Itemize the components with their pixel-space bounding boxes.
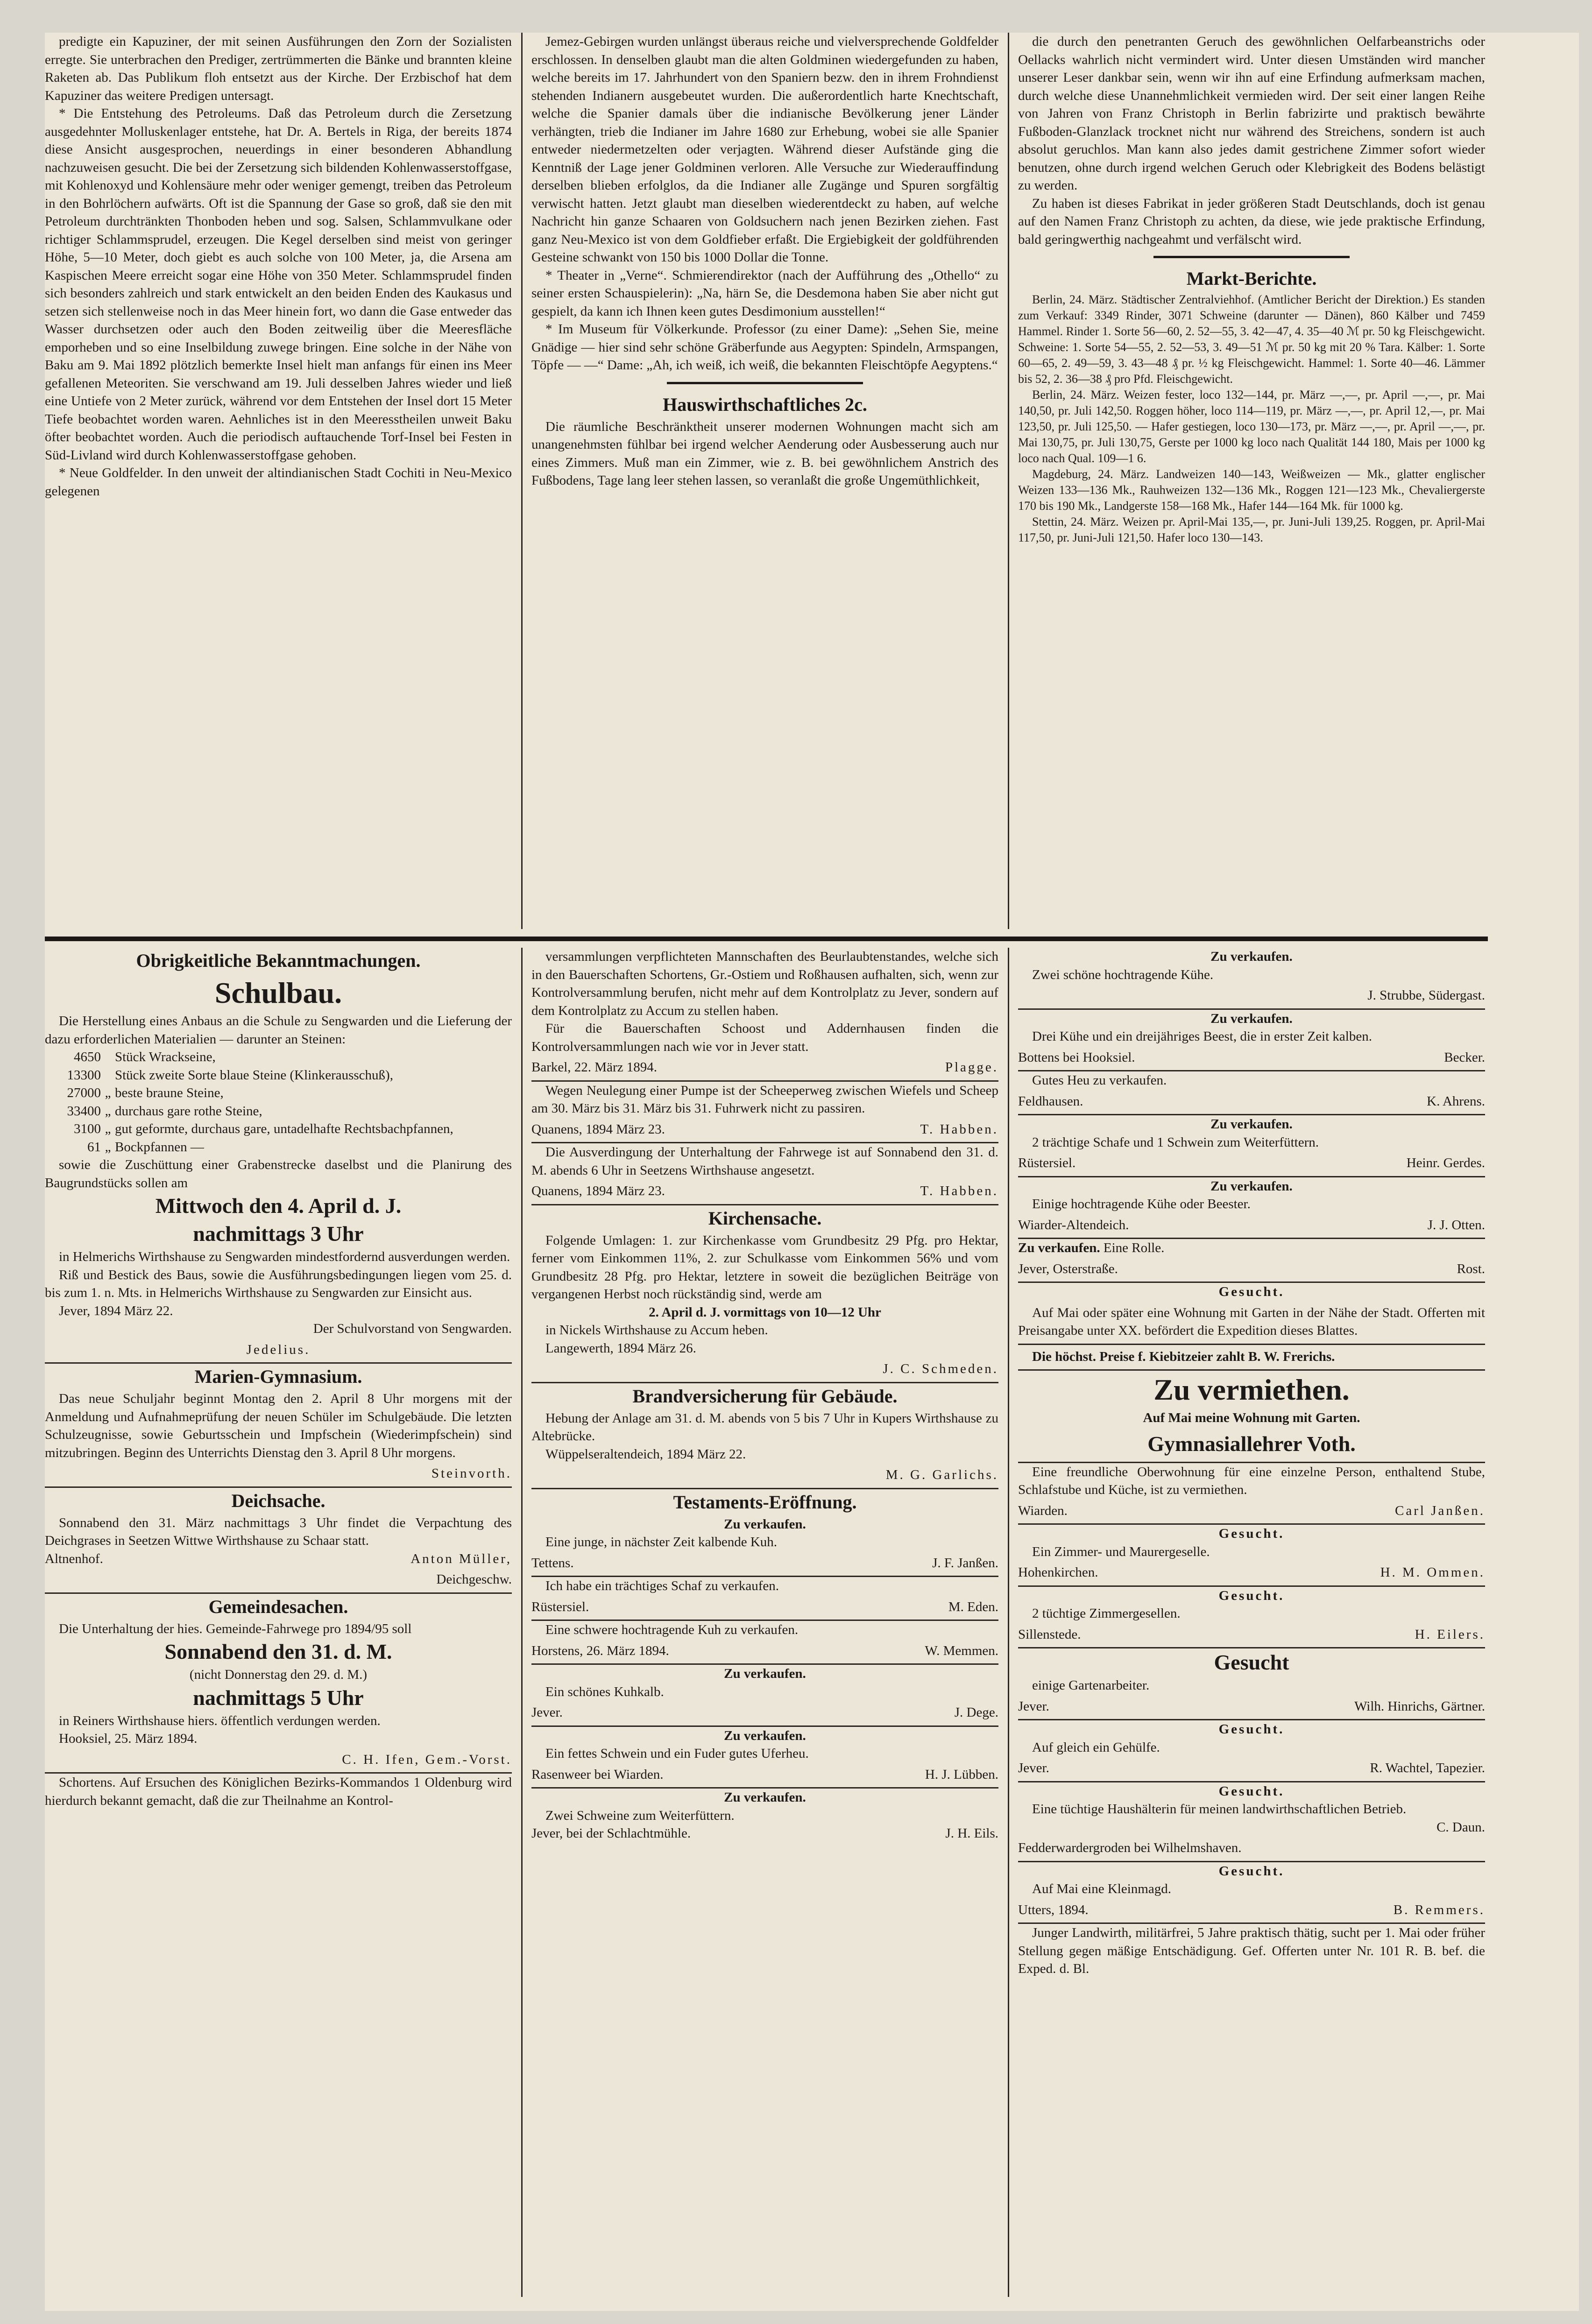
materials-desc: Stück zweite Sorte blaue Steine (Klinkerausschuß), <box>115 1067 393 1083</box>
materials-row <box>45 1084 512 1102</box>
article-theater: * Theater in „Verne“. Schmierendirektor (nach der Aufführung des „Othello“ zu seiner ersten Schauspielerin): „Na, härn Se, die Desdemona haben Sie aber nicht gut gespielt, da kann ich Ihnen keen gutes Desdimonium ausstellen!“ <box>531 268 998 319</box>
ad-schafe-sign-row <box>1018 1151 1485 1177</box>
fahrwege-signature: T. Habben. <box>920 1183 998 1198</box>
market-berlin-vieh: Berlin, 24. März. Städtischer Zentralviehhof. (Amtlicher Bericht der Direktion.) Es standen zum Verkauf: 3349 Rinder, 3071 Schweine (darunter — Dänen), 860 Kälber und 7459 Hammel. Rinder 1. Sorte 56—60, 2. 52—55, 3. 42—47, 4. 35—40 ℳ pr. 50 kg Fleischgewicht. Schweine: 1. Sorte 54—55, 2. 52—53, 3. 49—51 ℳ pr. 50 kg mit 20 % Tara. Kälber: 1. Sorte 60—65, 2. 49—59, 3. 43—48 ₰ pr. ½ kg Fleischgewicht. Hammel: 1. Sorte 40—46. Lämmer bis 52, 2. 36—38 ₰ pro Pfd. Fleischgewicht. <box>1018 293 1485 386</box>
pumpe-signature: T. Habben. <box>920 1121 998 1137</box>
article-museum: * Im Museum für Völkerkunde. Professor (zu einer Dame): „Sehen Sie, meine Gnädige — hier sind sehr schöne Gräberfunde aus Aegypten: Spindeln, Armspangen, Töpfe — —“ Dame: „Ah, ich weiß, ich weiß, die bekannten Fleischtöpfe Aegyptens.“ <box>531 322 998 373</box>
schulbau-dateline: Jever, 1894 März 22. <box>59 1303 173 1318</box>
schwein-place: Rasenweer bei Wiarden. <box>531 1767 664 1782</box>
schaf-sign-row <box>531 1595 998 1621</box>
ads-column-2 <box>531 948 998 2297</box>
ad-wohnung-text: Auf Mai oder später eine Wohnung mit Garten in der Nähe der Stadt. Offerten mit Preisangabe unter XX. befördert die Expedition dieses Blattes. <box>1018 1301 1485 1345</box>
schaf-text: Ich habe ein trächtiges Schaf zu verkaufen. <box>545 1578 779 1593</box>
article-glanzlack: die durch den penetranten Geruch des gewöhnlichen Oelfarbeanstrichs oder Oellacks wahrlich nicht vermindert wird. Unter diesen Umständen wird mancher unserer Leser dankbar sein, wenn wir ihn auf eine Erfindung aufmerksam machen, durch welche diese Unannehmlichkeit vermieden wird. Der seit einer langen Reihe von Jahren von Franz Christoph in Berlin fabrizirte und praktisch bewährte Fußboden-Glanzlack trocknet nicht nur während des Streichens, sondern ist auch absolut geruchlos. Man kann also jedes damit gestrichene Zimmer sofort wieder benutzen, ohne durch irgend welchen Geruch oder Klebrigkeit des Bodens belästigt zu werden. <box>1018 34 1485 193</box>
deich-signature-title: Deichgeschw. <box>45 1568 512 1594</box>
brand-dateline: Wüppelseraltendeich, 1894 März 22. <box>545 1446 746 1462</box>
verkauf-sign-row <box>531 1551 998 1578</box>
verkauf-heading: Zu verkaufen. <box>724 1666 806 1681</box>
brand-title: Brandversicherung für Gebäude. <box>632 1385 898 1407</box>
deich-text: Sonnabend den 31. März nachmittags 3 Uhr findet die Verpachtung des Deichgrases in Seetzen Wittwe Wirthshause zu Schaar statt. <box>45 1515 512 1548</box>
kuh-text: Eine schwere hochtragende Kuh zu verkaufen. <box>545 1622 799 1637</box>
gesucht-heading: Gesucht. <box>1218 1588 1285 1603</box>
market-magdeburg: Magdeburg, 24. März. Landweizen 140—143, Weißweizen — Mk., glatter englischer Weizen 133—136 Mk., Rauhweizen 132—136 Mk., Roggen 121—123 Mk., Chevaliergerste 170 bis 190 Mk., Landgerste 158—168 Mk., Hafer 144—164 Mk. für 1000 kg. <box>1018 467 1485 513</box>
schulbau-intro: Die Herstellung eines Anbaus an die Schule zu Sengwarden und die Lieferung der dazu erforderlichen Materialien — darunter an Steinen: <box>45 1014 512 1047</box>
market-berlin-getreide: Berlin, 24. März. Weizen fester, loco 132—144, pr. März —,—, pr. April —,—, pr. Mai 140,50, pr. Juli 142,50. Roggen höher, loco 114—119, pr. März —,—, pr. April 12‚—, pr. Mai 123,50, pr. Juli 125,50. — Hafer gestiegen, loco 130—173, pr. März —,—, pr. April —,—, pr. Mai 130,75, pr. Juli 130,75, Gerste per 1000 kg loco nach Qualität 144 180, Mais per 1000 kg loco nach Qual. 109—1 6. <box>1018 388 1485 465</box>
kirchen-date: 2. April d. J. vormittags von 10—12 Uhr <box>649 1304 881 1320</box>
top-column-2 <box>531 33 998 929</box>
ad-kleinmagd-signature: B. Remmers. <box>1393 1902 1485 1917</box>
ad-oberwohnung-sign-row <box>1018 1499 1485 1525</box>
separator <box>667 382 863 384</box>
gemeinde-text: Die Unterhaltung der hies. Gemeinde-Fahrwege pro 1894/95 soll <box>59 1621 412 1636</box>
kuhkalb-signature: J. Dege. <box>954 1705 998 1720</box>
kontrol-signature: Plagge. <box>945 1060 998 1075</box>
verkauf-heading: Zu verkaufen. <box>1210 1011 1293 1026</box>
article-goldfelder-cont: Jemez-Gebirgen wurden unlängst überaus reiche und vielversprechende Goldfelder erschlossen. In denselben glaubt man die alten Goldminen wiedergefunden zu haben, welche bereits im 17. Jahrhundert von den Spaniern bezw. den in ihrem Frohndienst stehenden Indianern ausgebeutet wurden. Die außerordentlich harte Knechtschaft, welche die Spanier damals über die indianische Bevölkerung jener Länder verhängten, trieb die Indianer im Jahre 1680 zur Erhebung, wobei sie alle Spanier entweder niedermetzelten oder verjagten. Während dieser Aufstände ging die Kenntniß der Lage jener Goldminen verloren. Alle Versuche zur Wiederauffindung derselben blieben erfolglos, da die Indianer alle Zugänge und Spuren sorgfältig verwischt hatten. Jetzt glaubt man dieselben wiederentdeckt zu haben, auf welche Nachricht hin ganze Schaaren von Goldsuchern nach jenen Bezirken ziehen. Fast ganz Neu-Mexico ist von dem Goldfieber erfaßt. Die Ergiebigkeit der goldführenden Gesteine schwankt von 150 bis 1000 Dollar die Tonne. <box>531 34 998 265</box>
ad-garten-signature: Wilh. Hinrichs, Gärtner. <box>1354 1698 1485 1714</box>
testament-title: Testaments-Eröffnung. <box>673 1491 857 1513</box>
ad-garten-sign-row <box>1018 1695 1485 1721</box>
ad-zimmer-sign-row <box>1018 1623 1485 1649</box>
kirchen-title: Kirchensache. <box>708 1207 822 1229</box>
ad-maurer-signature: H. M. Ommen. <box>1380 1565 1485 1580</box>
ad-kuehe-text: Zwei schöne hochtragende Kühe. <box>1032 967 1214 982</box>
materials-row <box>45 1066 512 1085</box>
verkauf-signature: J. F. Janßen. <box>932 1555 998 1570</box>
ad-heu-text: Gutes Heu zu verkaufen. <box>1032 1073 1167 1088</box>
kontrol-dateline: Barkel, 22. März 1894. <box>531 1060 657 1075</box>
ad-zimmer-text: 2 tüchtige Zimmergesellen. <box>1032 1606 1181 1621</box>
kuhkalb-sign-row <box>531 1701 998 1727</box>
gemeinde-place: in Reiners Wirthshause hiers. öffentlich verdungen werden. <box>59 1713 381 1728</box>
ad-maurer-place: Hohenkirchen. <box>1018 1565 1098 1580</box>
schweine-text: Zwei Schweine zum Weiterfüttern. <box>545 1808 735 1823</box>
verkauf-heading: Zu verkaufen. <box>1210 1117 1293 1132</box>
section-rule <box>45 937 1488 941</box>
kuh-place: Horstens, 26. März 1894. <box>531 1643 669 1658</box>
article-petroleum: * Die Entstehung des Petroleums. Daß das Petroleum durch die Zersetzung ausgedehnter Molluskenlager entstehe, hat Dr. A. Bertels in Riga, der bereits 1874 diese Ansicht ausgesprochen, neuerdings in einer besonderen Abhandlung nachzuweisen gesucht. Die bei der Zersetzung sich bildenden Kohlenwasserstoffgase, mit Kohlenoxyd und Kohlensäure mehr oder weniger gemengt, treiben das Petroleum in den Bohrlöchern aufwärts. Oft ist die Spannung der Gase so groß, daß sie den mit Petroleum durchtränkten Thonboden heben und sog. Salsen, Schlammvulkane oder richtiger Schlammsprudel, erzeugen. Die Kegel derselben sind meist von geringer Höhe, 5—10 Meter, doch giebt es auch solche von 100 Meter, ja, die Arsena am Kaspischen Meere erreicht sogar eine Höhe von 350 Meter. Schlammsprudel finden sich besonders zahlreich und stark entwickelt an den beiden Enden des Kaukasus und setzen sich stellenweise noch in das Meer hinein fort, wo dann die Gase entweder das Wasser durchsetzen oder auch den Boden zeitweilig über die Meeresfläche emporheben und so eine Inselbildung zuwege bringen. Eine solche in der Nähe von Baku am 9. Mai 1892 plötzlich bemerkte Insel hielt man anfangs für einen ins Meer gefallenen Meteoriten. Sie verschwand am 19. Juli desselben Jahres wieder und ließ eine Untiefe von 2 Meter zurück, während vor dem Entstehen der Insel dort 15 Meter Tiefe beobachtet worden waren. Aehnliches ist in den Meeresstheilen unweit Baku öfter beobachtet worden. Auch die periodisch auftauchende Torf-Insel bei Festen in Süd-Livland wird durch Kohlenwasserstoffgase gehoben. <box>45 106 512 463</box>
ad-beester-signature: J. J. Otten. <box>1427 1217 1485 1232</box>
ads-column-3 <box>1018 948 1485 2297</box>
top-column-1 <box>45 33 512 929</box>
kontrol-text: versammlungen verpflichteten Mannschaften des Beurlaubtenstandes, welche sich in den Bauerschaften Schortens, Gr.-Ostiem und Roßhausen aufhalten, sich, wenn zur Kontrolversammlung berufen, nicht mehr auf dem Kontrolplatz zu Jever, sondern auf dem Kontrolplatz zu Accum zu stellen haben. <box>531 949 998 1018</box>
schweine-signature: J. H. Eils. <box>945 1826 998 1841</box>
ad-beest-sign-row <box>1018 1046 1485 1072</box>
gemeinde-date: Sonnabend den 31. d. M. <box>164 1640 392 1663</box>
materials-desc: beste braune Steine, <box>115 1085 224 1100</box>
vermiethen-heading: Zu vermiethen. <box>1153 1373 1350 1406</box>
brand-text: Hebung der Anlage am 31. d. M. abends von 5 bis 7 Uhr in Kupers Wirthshause zu Altebrücke. <box>531 1410 998 1444</box>
verkauf-heading: Zu verkaufen. <box>724 1728 806 1743</box>
markt-heading: Markt-Berichte. <box>1186 268 1317 289</box>
gemeinde-time: nachmittags 5 Uhr <box>193 1685 364 1710</box>
verkauf-text: Eine junge, in nächster Zeit kalbende Kuh. <box>545 1535 778 1549</box>
kirchen-dateline: Langewerth, 1894 März 26. <box>545 1340 696 1356</box>
materials-row <box>45 1102 512 1120</box>
materials-row <box>45 1138 512 1156</box>
kuhkalb-text: Ein schönes Kuhkalb. <box>545 1684 664 1699</box>
ad-beester-text: Einige hochtragende Kühe oder Beester. <box>1032 1197 1251 1211</box>
schulbau-signature-name: Jedelius. <box>45 1338 512 1364</box>
verkauf-heading: Zu verkaufen. <box>1018 1240 1100 1255</box>
materials-ditto: „ <box>105 1085 111 1100</box>
materials-qty: 33400 <box>67 1103 101 1119</box>
market-stettin: Stettin, 24. März. Weizen pr. April-Mai 135,—, pr. Juni-Juli 139,25. Roggen, pr. April-Mai 117,50, pr. Juni-Juli 121,50. Hafer loco 130—143. <box>1018 515 1485 544</box>
ad-heu-sign-row <box>1018 1090 1485 1116</box>
gemeinde-signature: C. H. Ifen, Gem.-Vorst. <box>45 1748 512 1774</box>
column-divider-2 <box>1008 33 1009 929</box>
deich-title: Deichsache. <box>231 1490 325 1511</box>
schweine-place: Jever, bei der Schlachtmühle. <box>531 1826 691 1841</box>
ad-beest-text: Drei Kühe und ein dreijähriges Beest, die in erster Zeit kalben. <box>1032 1029 1372 1044</box>
schweine-sign-row <box>531 1824 998 1843</box>
ad-oberwohnung-signature: Carl Janßen. <box>1395 1503 1485 1518</box>
ad-heu-place: Feldhausen. <box>1018 1093 1083 1109</box>
ad-beester-sign-row <box>1018 1213 1485 1239</box>
materials-qty: 3100 <box>74 1121 101 1136</box>
ad-maurer-text: Ein Zimmer- und Maurergeselle. <box>1032 1544 1210 1559</box>
schwein-sign-row <box>531 1763 998 1789</box>
marien-signature: Steinvorth. <box>45 1462 512 1488</box>
schulbau-place: in Helmerichs Wirthshause zu Sengwarden mindestfordernd ausverdungen werden. <box>59 1249 510 1264</box>
gemeinde-note: (nicht Donnerstag den 29. d. M.) <box>189 1667 368 1682</box>
fahrwege-text: Die Ausverdingung der Unterhaltung der Fahrwege ist auf Sonnabend den 31. d. M. abends 6 Uhr in Seetzens Wirthshause angesetzt. <box>531 1145 998 1178</box>
gesucht-heading: Gesucht. <box>1218 1526 1285 1541</box>
pumpe-sign-row <box>531 1118 998 1144</box>
verkauf-heading: Zu verkaufen. <box>724 1516 806 1532</box>
schulbau-signature: Der Schulvorstand von Sengwarden. <box>313 1321 512 1336</box>
kirchen-signature: J. C. Schmeden. <box>531 1357 998 1383</box>
kuh-sign-row <box>531 1639 998 1665</box>
gemeinde-dateline: Hooksiel, 25. März 1894. <box>59 1731 198 1746</box>
ad-gehuelfe-signature: R. Wachtel, Tapezier. <box>1370 1761 1485 1775</box>
schulbau-cont: sowie die Zuschüttung einer Grabenstrecke daselbst und die Planirung des Baugrundstücks sollen am <box>45 1157 512 1190</box>
gesucht-heading: Gesucht. <box>1218 1284 1285 1299</box>
hauswirthschaft-heading: Hauswirthschaftliches 2c. <box>663 394 867 415</box>
column-divider-1 <box>521 33 523 929</box>
materials-ditto: „ <box>105 1103 111 1119</box>
kirchen-text: Folgende Umlagen: 1. zur Kirchenkasse vom Grundbesitz 29 Pfg. pro Hektar, ferner vom Einkommen 11%, 2. zur Schulkasse vom Einkommen 56% und vom Grundbesitz 28 Pfg. pro Hektar, letztere in soweit die bezüglichen Beiträge von vergangenen Herbst noch rückständig sind, werde am <box>531 1232 998 1302</box>
ad-beester-place: Wiarder-Altendeich. <box>1018 1217 1129 1232</box>
materials-ditto: „ <box>105 1121 111 1136</box>
gesucht-heading: Gesucht. <box>1218 1722 1285 1737</box>
schaf-signature: M. Eden. <box>948 1599 998 1614</box>
materials-qty: 4650 <box>74 1049 101 1064</box>
kontrol-sign-row <box>531 1056 998 1082</box>
ad-kleinmagd-place: Utters, 1894. <box>1018 1902 1089 1917</box>
gesucht-heading: Gesucht. <box>1218 1863 1285 1879</box>
kontrol-text-2: Für die Bauerschaften Schoost und Addernhausen finden die Kontrolversammlungen nach wie vor in Jever statt. <box>531 1021 998 1054</box>
ad-haushaelterin-place: Fedderwardergroden bei Wilhelmshaven. <box>1018 1836 1485 1862</box>
ads-column-1 <box>45 948 512 2297</box>
pumpe-text: Wegen Neulegung einer Pumpe ist der Scheeperweg zwischen Wiefels und Scheep am 30. März bis 31. März bis 31. Fuhrwerk nicht zu passiren. <box>531 1083 998 1116</box>
ad-rolle-signature: Rost. <box>1457 1261 1485 1276</box>
ad-beest-signature: Becker. <box>1444 1049 1485 1065</box>
fahrwege-dateline: Quanens, 1894 März 23. <box>531 1183 665 1198</box>
ad-kleinmagd-text: Auf Mai eine Kleinmagd. <box>1032 1881 1171 1896</box>
ad-gehuelfe-place: Jever. <box>1018 1761 1049 1775</box>
kuh-signature: W. Memmen. <box>925 1643 998 1658</box>
materials-row <box>45 1120 512 1138</box>
pumpe-dateline: Quanens, 1894 März 23. <box>531 1121 665 1137</box>
ad-rolle-sign-row <box>1018 1257 1485 1283</box>
materials-ditto <box>101 1048 115 1066</box>
kuhkalb-place: Jever. <box>531 1705 563 1720</box>
kirchen-place: in Nickels Wirthshause zu Accum heben. <box>545 1323 768 1338</box>
ad-haushaelterin-signature: C. Daun. <box>1436 1819 1485 1835</box>
gesucht-heading: Gesucht. <box>1218 1783 1285 1799</box>
schortens-text: Schortens. Auf Ersuchen des Königlichen Bezirks-Kommandos 1 Oldenburg wird hierdurch bekannt gemacht, daß die zur Theilnahme an Kontrol- <box>45 1775 512 1808</box>
ad-maurer-sign-row <box>1018 1561 1485 1587</box>
ad-oberwohnung-text: Eine freundliche Oberwohnung für eine einzelne Person, enthaltend Stube, Schlafstube und Küche, ist zu vermiethen. <box>1018 1464 1485 1497</box>
ad-oberwohnung-place: Wiarden. <box>1018 1503 1068 1518</box>
schwein-signature: H. J. Lübben. <box>925 1767 998 1782</box>
materials-qty: 13300 <box>67 1067 101 1083</box>
materials-row <box>45 1048 512 1066</box>
ad-schafe-signature: Heinr. Gerdes. <box>1406 1155 1485 1170</box>
ads-divider-1 <box>521 948 523 2297</box>
materials-desc: Stück Wrackseine, <box>115 1049 216 1064</box>
ad-garten-text: einige Gartenarbeiter. <box>1032 1678 1150 1693</box>
materials-qty: 27000 <box>67 1085 101 1100</box>
deich-sign-row <box>45 1550 512 1568</box>
schulbau-title: Schulbau. <box>214 976 342 1009</box>
verkauf-heading: Zu verkaufen. <box>1210 949 1293 964</box>
deich-place: Altnenhof. <box>45 1551 103 1566</box>
deich-signature: Anton Müller, <box>410 1551 512 1566</box>
ad-kleinmagd-sign-row <box>1018 1898 1485 1924</box>
verkauf-heading: Zu verkaufen. <box>1210 1178 1293 1194</box>
article-glanzlack-2: Zu haben ist dieses Fabrikat in jeder größeren Stadt Deutschlands, doch ist genau auf den Namen Franz Christoph zu achten, da diese, wie jede praktische Erfindung, bald geringwerthig nachgeahmt und verfälscht wird. <box>1018 196 1485 247</box>
ad-gehuelfe-sign-row <box>1018 1756 1485 1782</box>
ad-garten-place: Jever. <box>1018 1698 1049 1714</box>
materials-qty: 61 <box>87 1139 101 1155</box>
ad-kiebitz-text: Die höchst. Preise f. Kiebitzeier zahlt B. W. Frerichs. <box>1018 1345 1485 1371</box>
schwein-text: Ein fettes Schwein und ein Fuder gutes Uferheu. <box>545 1746 809 1761</box>
materials-ditto: „ <box>105 1139 111 1155</box>
materials-desc: gut geformte, durchaus gare, untadelhafte Rechtsbachpfannen, <box>115 1121 453 1136</box>
gesucht-big-heading: Gesucht <box>1214 1650 1289 1674</box>
vermiethen-sub: Auf Mai meine Wohnung mit Garten. <box>1143 1410 1360 1425</box>
materials-desc: durchaus gare rothe Steine, <box>115 1103 262 1119</box>
marien-text: Das neue Schuljahr beginnt Montag den 2. April 8 Uhr morgens mit der Anmeldung und Aufnahmeprüfung der neuen Schüler im Schulgebäude. Die letzten Schulzeugnisse, sowie Geburtsschein und Impfschein (Wiederimpfschein) sind mitzubringen. Beginn des Unterrichts Dienstag den 3. April 8 Uhr morgens. <box>45 1391 512 1460</box>
fahrwege-sign-row <box>531 1179 998 1205</box>
ad-zimmer-place: Sillenstede. <box>1018 1627 1081 1642</box>
marien-title: Marien-Gymnasium. <box>194 1366 362 1387</box>
ad-gehuelfe-text: Auf gleich ein Gehülfe. <box>1032 1739 1160 1755</box>
schulbau-riss: Riß und Bestick des Baus, sowie die Ausführungsbedingungen liegen vom 25. d. bis zum 1. n. Mts. in Helmerichs Wirthshause zu Sengwarden zur Einsicht aus. <box>45 1267 512 1300</box>
ads-divider-2 <box>1008 948 1009 2297</box>
schulbau-time: nachmittags 3 Uhr <box>193 1222 364 1246</box>
ad-kuehe-signature: J. Strubbe, Südergast. <box>1018 984 1485 1010</box>
article-hauswirthschaft: Die räumliche Beschränktheit unserer modernen Wohnungen macht sich am unangenehmsten fühlbar bei irgend welcher Aenderung oder Ausbesserung auch nur eines Zimmers. Muß man ein Zimmer, wie z. B. bei gewöhnlichem Anstrich des Fußbodens, Tage lang leer stehen lassen, so veranlaßt die große Ungemüthlichkeit, <box>531 419 998 488</box>
article-goldfelder-start: * Neue Goldfelder. In den unweit der altindianischen Stadt Cochiti in Neu-Mexico gelegenen <box>45 465 512 499</box>
newspaper-page <box>45 33 1579 2311</box>
article-kapuziner: predigte ein Kapuziner, der mit seinen Ausführungen den Zorn der Sozialisten erregte. Sie unterbrachen den Prediger, zertrümmerten die Bänke und brannten kleine Raketen ab. Das Publikum floh entsetzt aus der Kirche. Der Erzbischof hat dem Kapuziner das weitere Predigen untersagt. <box>45 34 512 103</box>
ad-schafe-place: Rüstersiel. <box>1018 1155 1076 1170</box>
gemeinde-title: Gemeindesachen. <box>208 1596 348 1617</box>
vermiethen-signature: Gymnasiallehrer Voth. <box>1018 1427 1485 1463</box>
schulbau-date: Mittwoch den 4. April d. J. <box>155 1194 402 1218</box>
verkauf-heading: Zu verkaufen. <box>724 1790 806 1805</box>
ad-zimmer-signature: H. Eilers. <box>1415 1627 1485 1642</box>
ad-rolle-text: Eine Rolle. <box>1103 1240 1165 1255</box>
obrigkeitliche-heading: Obrigkeitliche Bekanntmachungen. <box>136 950 421 971</box>
ad-heu-signature: K. Ahrens. <box>1427 1093 1485 1109</box>
ad-schafe-text: 2 trächtige Schafe und 1 Schwein zum Weiterfüttern. <box>1032 1134 1319 1150</box>
ad-rolle-place: Jever, Osterstraße. <box>1018 1261 1118 1276</box>
materials-desc: Bockpfannen — <box>115 1139 204 1155</box>
ad-rolle-row <box>1018 1239 1485 1257</box>
brand-signature: M. G. Garlichs. <box>531 1463 998 1489</box>
ad-landwirth-text: Junger Landwirth, militärfrei, 5 Jahre praktisch thätig, sucht per 1. Mai oder früher Stellung gegen mäßige Entschädigung. Gef. Offerten unter Nr. 101 R. B. bef. die Exped. d. Bl. <box>1018 1925 1485 1976</box>
top-column-3 <box>1018 33 1485 929</box>
separator <box>1153 256 1350 258</box>
ad-beest-place: Bottens bei Hooksiel. <box>1018 1049 1135 1065</box>
materials-ditto <box>101 1066 115 1085</box>
ad-haushaelterin-text: Eine tüchtige Haushälterin für meinen landwirthschaftlichen Betrieb. <box>1032 1802 1407 1817</box>
schaf-place: Rüstersiel. <box>531 1599 589 1614</box>
verkauf-place: Tettens. <box>531 1555 574 1570</box>
materials-list <box>45 1048 512 1156</box>
